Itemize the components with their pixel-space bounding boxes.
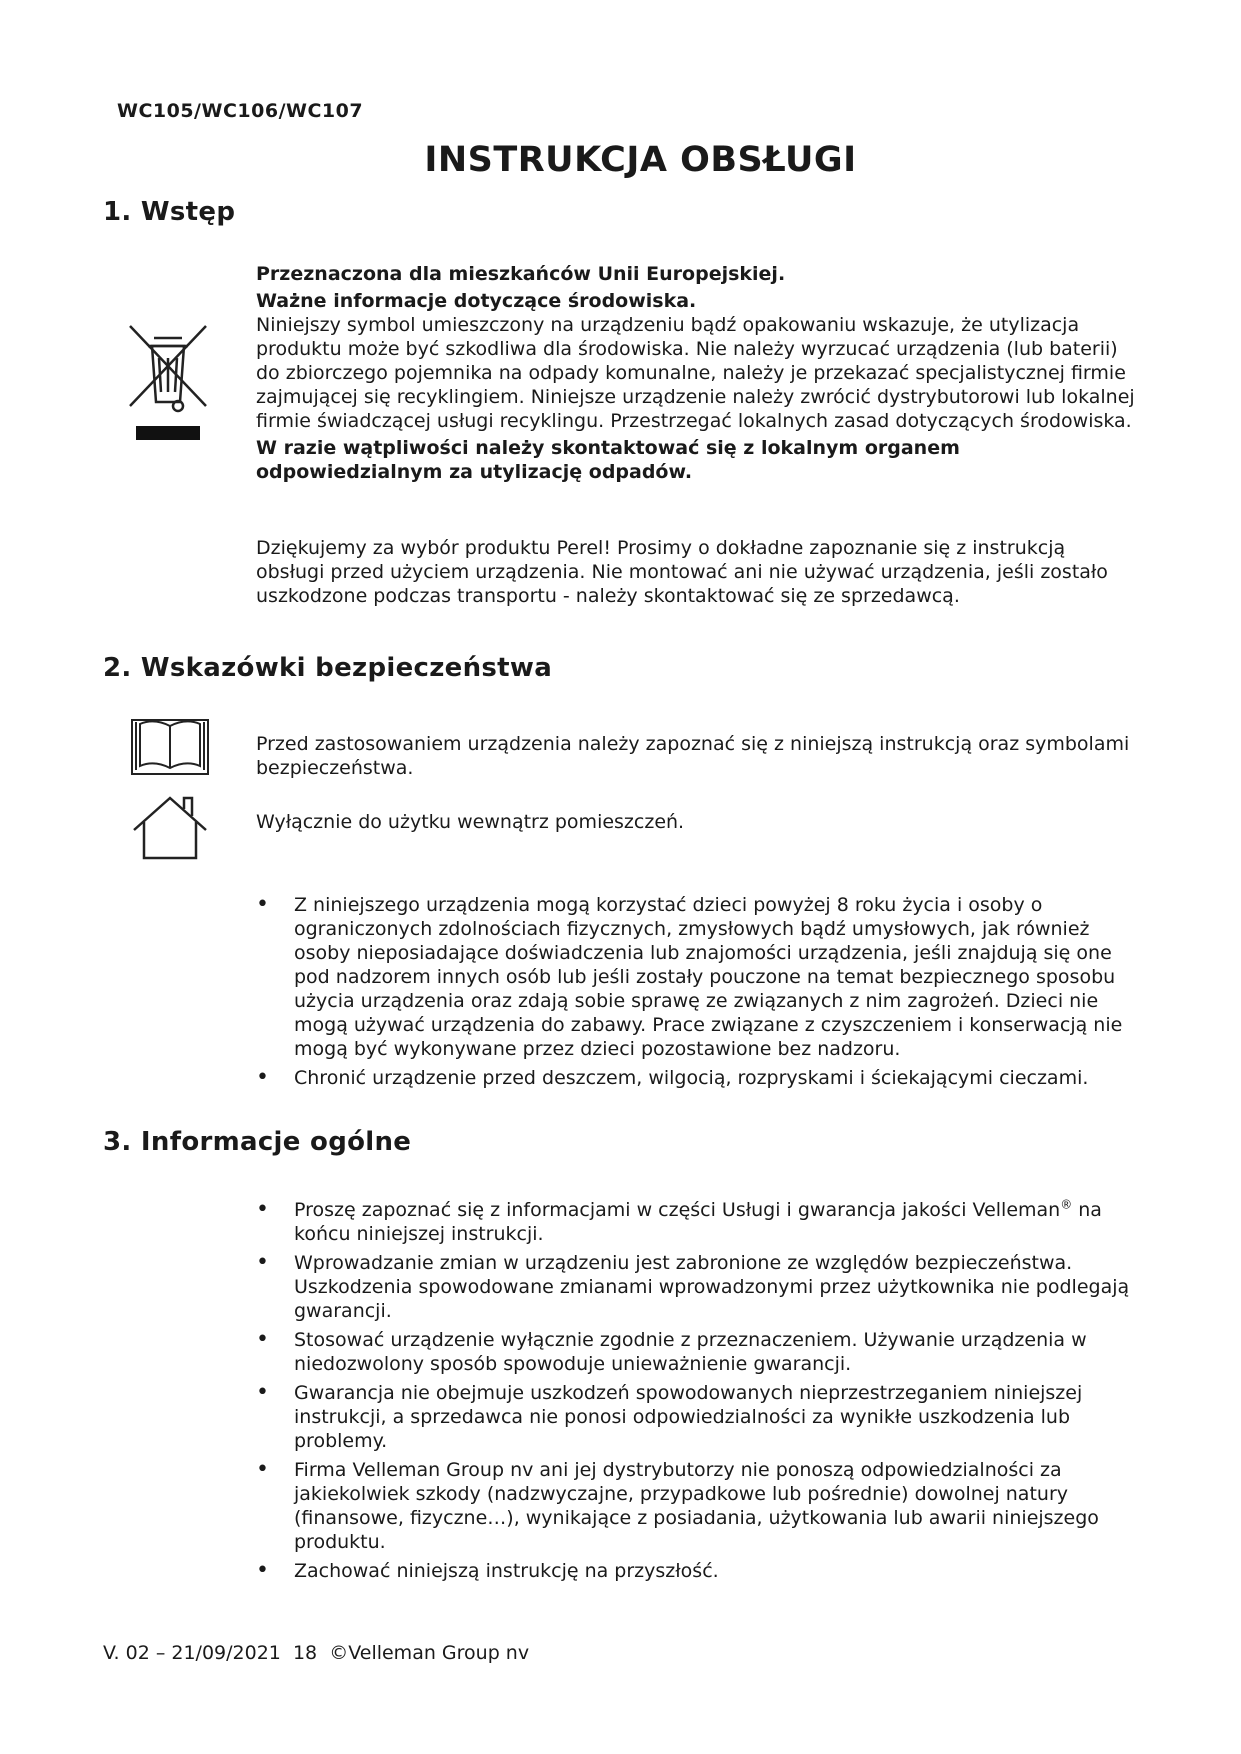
environment-heading: Ważne informacje dotyczące środowiska.	[256, 290, 697, 312]
manual-book-icon	[130, 714, 210, 778]
page-footer: V. 02 – 21/09/2021 18 ©Velleman Group nv	[103, 1642, 530, 1664]
general-bullet-list	[256, 1198, 1136, 1588]
safety-bullet-list	[256, 893, 1136, 1095]
read-manual-text: Przed zastosowaniem urządzenia należy zapoznać się z niniejszą instrukcją oraz symbolami bezpieczeństwa.	[256, 733, 1130, 779]
list-item: • Z niniejszego urządzenia mogą korzystać dzieci powyżej 8 roku życia i osoby o ograniczonych zdolnościach fizycznych, zmysłowych bądź umysłowych, jak również osoby nieposiadające doświadczenia lub znajomości urządzenia, jeśli znajdują się one pod nadzorem innych osób lub jeśli zostały pouczone na temat bezpiecznego sposobu użycia urządzenia oraz zdają sobie sprawę ze związanych z nim zagrożeń. Dzieci nie mogą używać urządzenia do zabawy. Prace związane z czyszczeniem i konserwacją nie mogą być wykonywane przez dzieci pozostawione bez nadzoru.	[256, 893, 1136, 1061]
indoor-house-icon	[130, 794, 210, 862]
section-heading-intro: 1. Wstęp	[103, 197, 236, 227]
weee-bin-icon	[126, 322, 210, 444]
section-heading-safety: 2. Wskazówki bezpieczeństwa	[103, 653, 553, 683]
list-item: • Gwarancja nie obejmuje uszkodzeń spowodowanych nieprzestrzeganiem niniejszej instrukcji, a sprzedawca nie ponosi odpowiedzialności za wynikłe uszkodzenia lub problemy.	[256, 1381, 1136, 1453]
page-title: INSTRUKCJA OBSŁUGI	[424, 140, 857, 180]
environment-text: Niniejszy symbol umieszczony na urządzeniu bądź opakowaniu wskazuje, że utylizacja produktu może być szkodliwa dla środowiska. Nie należy wyrzucać urządzenia (lub baterii) do zbiorczego pojemnika na odpady komunalne, należy je przekazać specjalistycznej firmie zajmującej się recyklingiem. Niniejsze urządzenie należy zwrócić dystrybutorowi lub lokalnej firmie świadczącej usługi recyklingu. Przestrzegać lokalnych zasad dotyczących środowiska.	[256, 314, 1135, 432]
section-heading-general: 3. Informacje ogólne	[103, 1127, 412, 1157]
eu-residents-heading: Przeznaczona dla mieszkańców Unii Europejskiej.	[256, 263, 786, 285]
intro-text-block	[256, 262, 1136, 484]
list-item: • Wprowadzanie zmian w urządzeniu jest zabronione ze względów bezpieczeństwa. Uszkodzenia spowodowane zmianami wprowadzonymi przez użytkownika nie podlegają gwarancji.	[256, 1251, 1136, 1323]
list-item	[256, 1198, 1136, 1246]
list-item: • Chronić urządzenie przed deszczem, wilgocią, rozpryskami i ściekającymi cieczami.	[256, 1066, 1136, 1090]
indoor-use-text: Wyłącznie do użytku wewnątrz pomieszczeń.	[256, 811, 685, 833]
velleman-service-text: Proszę zapoznać się z informacjami w części Usługi i gwarancja jakości Velleman	[294, 1199, 1061, 1221]
list-item: • Zachować niniejszą instrukcję na przyszłość.	[256, 1559, 1136, 1583]
list-item: • Firma Velleman Group nv ani jej dystrybutorzy nie ponoszą odpowiedzialności za jakiekolwiek szkody (nadzwyczajne, przypadkowe lub pośrednie) dowolnej natury (finansowe, fizyczne…), wynikające z posiadania, użytkowania lub awarii niniejszego produktu.	[256, 1458, 1136, 1554]
disposal-doubt-text: W razie wątpliwości należy skontaktować się z lokalnym organem odpowiedzialnym za utylizację odpadów.	[256, 437, 960, 483]
list-item: • Stosować urządzenie wyłącznie zgodnie z przeznaczeniem. Używanie urządzenia w niedozwolony sposób spowoduje unieważnienie gwarancji.	[256, 1328, 1136, 1376]
model-number: WC105/WC106/WC107	[117, 100, 364, 122]
registered-mark: ®	[1060, 1197, 1073, 1212]
thanks-text: Dziękujemy za wybór produktu Perel! Prosimy o dokładne zapoznanie się z instrukcją obsługi przed użyciem urządzenia. Nie montować ani nie używać urządzenia, jeśli zostało uszkodzone podczas transportu - należy skontaktować się ze sprzedawcą.	[256, 537, 1108, 607]
velleman-service-text-end: na końcu niniejszej instrukcji.	[294, 1199, 1102, 1245]
